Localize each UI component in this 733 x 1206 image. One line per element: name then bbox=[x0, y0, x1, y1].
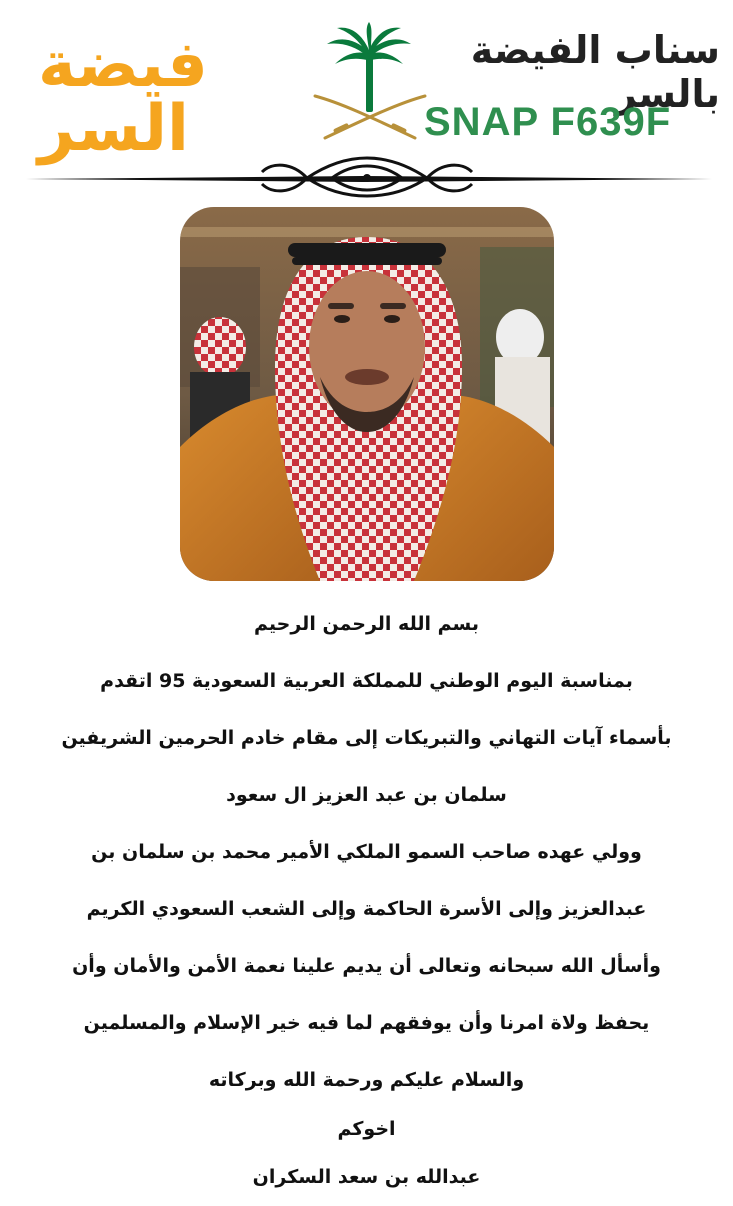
greeting-letter bbox=[0, 596, 733, 1206]
letter-line-3: سلمان بن عبد العزيز ال سعود bbox=[226, 784, 507, 806]
letter-line-8: والسلام عليكم ورحمة الله وبركاته bbox=[208, 1069, 525, 1091]
closing: اخوكم bbox=[337, 1118, 396, 1140]
saudi-emblem-icon bbox=[305, 20, 435, 150]
portrait-image bbox=[180, 207, 554, 581]
letter-line-2: بأسماء آيات التهاني والتبريكات إلى مقام خادم الحرمين الشريفين bbox=[61, 727, 672, 749]
letter-line-5: عبدالعزيز وإلى الأسرة الحاكمة وإلى الشعب السعودي الكريم bbox=[86, 898, 647, 920]
letter-line-4: وولي عهده صاحب السمو الملكي الأمير محمد بن سلمان بن bbox=[91, 841, 642, 863]
letter-line-7: يحفظ ولاة امرنا وأن يوفقهم لما فيه خير الإسلام والمسلمين bbox=[83, 1012, 650, 1034]
basmala: بسم الله الرحمن الرحيم bbox=[254, 613, 479, 635]
ornamental-divider-icon bbox=[22, 152, 712, 200]
header bbox=[0, 0, 733, 200]
faydat-alsir-logo: فيضة السر bbox=[38, 28, 208, 166]
letter-line-1: بمناسبة اليوم الوطني للمملكة العربية السعودية 95 اتقدم bbox=[100, 670, 633, 692]
letter-line-6: وأسأل الله سبحانه وتعالى أن يديم علينا نعمة الأمن والأمان وأن bbox=[72, 955, 661, 977]
snap-title: سناب الفيضة بالسر bbox=[470, 28, 720, 116]
portrait-photo bbox=[180, 207, 554, 581]
signature: عبدالله بن سعد السكران bbox=[252, 1166, 481, 1188]
snap-code: SNAP F639F bbox=[424, 100, 672, 144]
